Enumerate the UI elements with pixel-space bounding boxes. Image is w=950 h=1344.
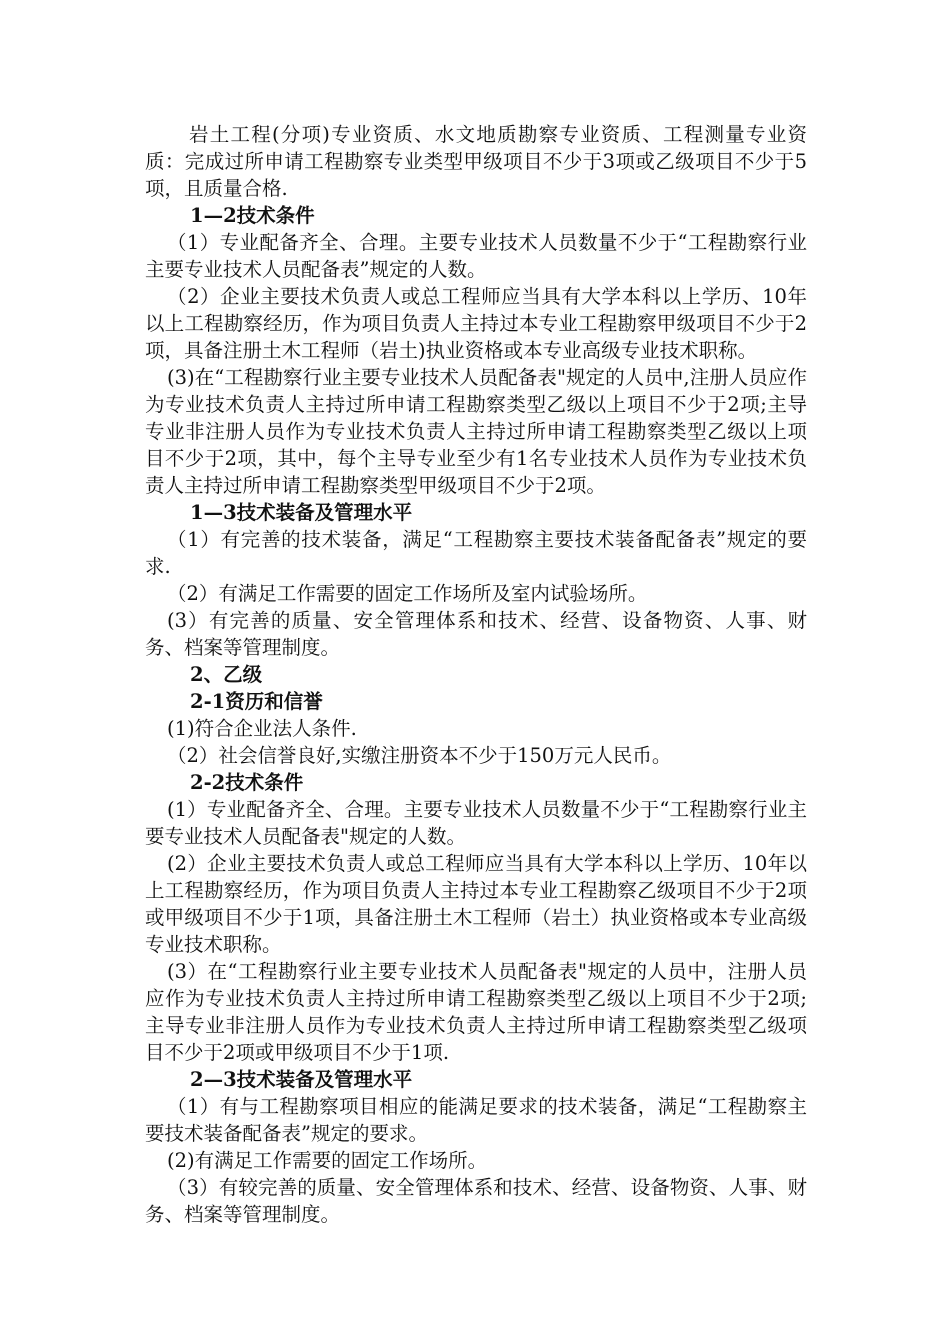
heading-1-3-equipment-management: 1—3技术装备及管理水平 bbox=[190, 501, 413, 524]
paragraph-2-2-1: (1）专业配备齐全、合理。主要专业技术人员数量不少于“工程勘察行业主要专业技术人员配备表"规定的人数。 bbox=[145, 798, 807, 848]
paragraph-2-1-1: (1)符合企业法人条件. bbox=[167, 717, 357, 740]
paragraph-1-3-1: （1）有完善的技术装备，满足“工程勘察主要技术装备配备表”规定的要求. bbox=[145, 528, 807, 578]
paragraph-2-2-3: (3）在“工程勘察行业主要专业技术人员配备表"规定的人员中，注册人员应作为专业技术负责人主持过所申请工程勘察类型乙级以上项目不少于2项;主导专业非注册人员作为专业技术负责人主持过所申请工程勘察类型乙级项目不少于2项或甲级项目不少于1项. bbox=[145, 960, 807, 1064]
heading-2-2-technical-conditions: 2-2技术条件 bbox=[190, 771, 304, 794]
paragraph-1-3-3: (3）有完善的质量、安全管理体系和技术、经营、设备物资、人事、财务、档案等管理制度。 bbox=[145, 609, 807, 659]
paragraph-1-2-2: （2）企业主要技术负责人或总工程师应当具有大学本科以上学历、10年以上工程勘察经历，作为项目负责人主持过本专业工程勘察甲级项目不少于2项，具备注册土木工程师（岩土)执业资格或本专业高级专业技术职称。 bbox=[145, 285, 807, 362]
paragraph-2-3-1: （1）有与工程勘察项目相应的能满足要求的技术装备，满足“工程勘察主要技术装备配备表”规定的要求。 bbox=[145, 1095, 807, 1145]
heading-2-1-qualification-reputation: 2-1资历和信誉 bbox=[190, 690, 323, 713]
paragraph-2-2-2: (2）企业主要技术负责人或总工程师应当具有大学本科以上学历、10年以上工程勘察经历，作为项目负责人主持过本专业工程勘察乙级项目不少于2项或甲级项目不少于1项，具备注册土木工程师（岩土）执业资格或本专业高级专业技术职称。 bbox=[145, 852, 807, 956]
heading-2-grade-b: 2、乙级 bbox=[190, 663, 263, 686]
paragraph-qualification-summary: 岩土工程(分项)专业资质、水文地质勘察专业资质、工程测量专业资质：完成过所申请工程勘察专业类型甲级项目不少于3项或乙级项目不少于5项，且质量合格. bbox=[145, 123, 807, 200]
paragraph-2-3-2: (2)有满足工作需要的固定工作场所。 bbox=[167, 1149, 488, 1172]
paragraph-2-1-2: （2）社会信誉良好,实缴注册资本不少于150万元人民币。 bbox=[167, 744, 672, 767]
heading-1-2-technical-conditions: 1—2技术条件 bbox=[190, 204, 315, 227]
heading-2-3-equipment-management: 2—3技术装备及管理水平 bbox=[190, 1068, 413, 1091]
paragraph-2-3-3: （3）有较完善的质量、安全管理体系和技术、经营、设备物资、人事、财务、档案等管理制度。 bbox=[145, 1176, 807, 1226]
paragraph-1-2-3: (3)在“工程勘察行业主要专业技术人员配备表"规定的人员中,注册人员应作为专业技术负责人主持过所申请工程勘察类型乙级以上项目不少于2项;主导专业非注册人员作为专业技术负责人主持过所申请工程勘察类型乙级以上项目不少于2项，其中，每个主导专业至少有1名专业技术人员作为专业技术负责人主持过所申请工程勘察类型甲级项目不少于2项。 bbox=[145, 366, 807, 497]
paragraph-1-2-1: （1）专业配备齐全、合理。主要专业技术人员数量不少于“工程勘察行业主要专业技术人员配备表”规定的人数。 bbox=[145, 231, 807, 281]
paragraph-1-3-2: （2）有满足工作需要的固定工作场所及室内试验场所。 bbox=[167, 582, 648, 605]
document-page bbox=[145, 121, 807, 1228]
